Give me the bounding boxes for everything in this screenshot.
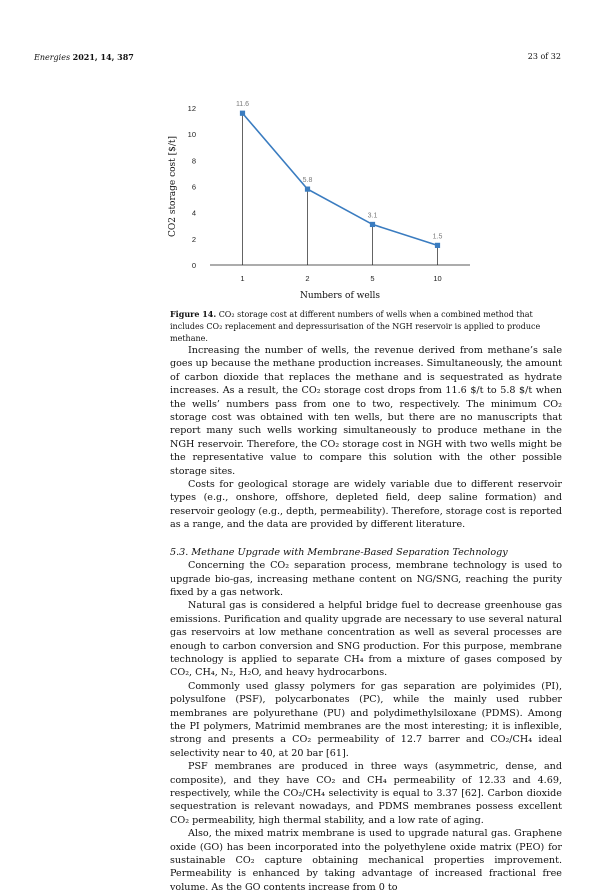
series-line <box>243 113 438 245</box>
paragraph: PSF membranes are produced in three ways (asymmetric, dense, and composite), and they have CO₂ and CH₄ permeability of 12.33 and 4.69, respectively, while the CO₂/CH₄ selectivity is equal to 3.37 [62]. Carbon dioxide sequestration is relevant nowadays, and PDMS membranes possess excellent CO₂ permeability, high thermal stability, and a low rate of aging. <box>170 761 562 826</box>
data-point <box>435 243 440 248</box>
y-tick-label: 4 <box>191 208 196 218</box>
y-axis-label: CO2 storage cost [$/t] <box>168 135 178 238</box>
section-heading: 5.3. Methane Upgrade with Membrane-Based Separation Technology <box>170 546 508 558</box>
x-tick-label: 5 <box>370 274 375 283</box>
co2-storage-cost-chart <box>160 90 480 302</box>
figure-caption: Figure 14. CO₂ storage cost at different numbers of wells when a combined method that includes CO₂ replacement and depressurisation of the NGH reservoir is applied to produce methane. <box>170 309 541 343</box>
data-point <box>240 111 245 116</box>
data-point <box>370 222 375 227</box>
paragraph: Costs for geological storage are widely variable due to different reservoir types (e.g., onshore, offshore, depleted field, deep saline formation) and reservoir geology (e.g., depth, permeability). Therefore, storage cost is reported as a range, and the data are provided by different literature. <box>170 479 563 531</box>
paragraph: Concerning the CO₂ separation process, membrane technology is used to upgrade bio-gas, increasing methane content on NG/SNG, reaching the purity fixed by a gas network. <box>170 560 562 598</box>
data-label: 11.6 <box>235 101 250 109</box>
y-tick-label: 2 <box>191 234 196 244</box>
x-tick-label: 1 <box>240 274 245 283</box>
data-label: 1.5 <box>432 233 443 241</box>
y-tick-label: 0 <box>191 261 196 270</box>
paragraph: Commonly used glassy polymers for gas separation are polyimides (PI), polysulfone (PSF), polycarbonates (PC), while the mainly used rubber membranes are polyurethane (PU) and polydimethylsiloxane (PDMS). Among the PI polymers, Matrimid membranes are the most interesting; it is inflexible, strong and presents a CO₂ permeability of 12.7 barrer and CO₂/CH₄ ideal selectivity near to 40, at 20 bar [61]. <box>170 680 562 759</box>
paragraph: Also, the mixed matrix membrane is used to upgrade natural gas. Graphene oxide (GO) has been incorporated into the polyethylene oxide matrix (PEO) for sustainable CO₂ capture obtaining mechanical properties improvement. Permeability is enhanced by taking advantage of increased fractional free volume. As the GO contents increase from 0 to <box>170 828 562 893</box>
y-tick-label: 10 <box>187 130 196 140</box>
running-header-journal: Energies 2021, 14, 387 <box>34 52 134 62</box>
data-label: 3.1 <box>367 212 378 220</box>
data-point <box>305 187 310 192</box>
y-tick-label: 8 <box>191 156 196 166</box>
paragraph: Natural gas is considered a helpful bridge fuel to decrease greenhouse gas emissions. Purification and quality upgrade are necessary to use several natural gas reservoirs at low methane concentration as well as several processes are enough to carbon conversion and SNG production. For this purpose, membrane technology is applied to separate CH₄ from a mixture of gases composed by CO₂, CH₄, N₂, H₂O, and heavy hydrocarbons. <box>170 600 562 679</box>
page-number: 23 of 32 <box>527 52 561 61</box>
data-label: 5.8 <box>302 177 313 185</box>
y-tick-label: 6 <box>191 182 196 192</box>
y-tick-label: 12 <box>187 104 196 113</box>
x-tick-label: 2 <box>305 274 310 283</box>
x-axis-label: Numbers of wells <box>299 291 381 301</box>
body-text <box>170 344 562 894</box>
x-tick-label: 10 <box>433 274 442 283</box>
paragraph: Increasing the number of wells, the revenue derived from methane’s sale goes up because the methane production increases. Simultaneously, the amount of carbon dioxide that replaces the methane and is sequestrated as hydrate increases. As a result, the CO₂ storage cost drops from 11.6 $/t to 5.8 $/t when the wells’ numbers pass from one to two, respectively. The minimum CO₂ storage cost was obtained with ten wells, but there are no manuscripts that report many such wells working simultaneously to produce methane in the NGH reservoir. Therefore, the CO₂ storage cost in NGH with two wells might be the representative value to compare this solution with the other possible storage sites. <box>170 345 562 477</box>
